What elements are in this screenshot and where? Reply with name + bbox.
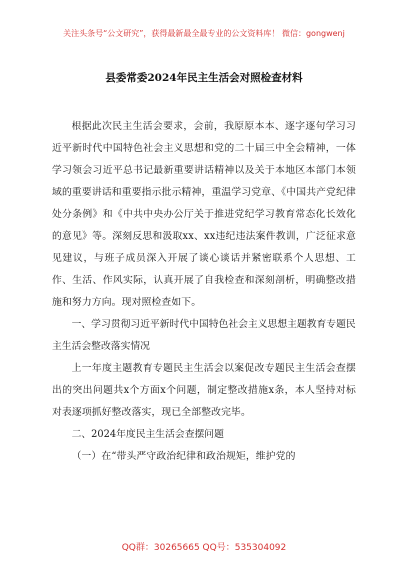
section-heading-2: 二、2024年度民主生活会查摆问题	[71, 429, 224, 440]
section-heading-1: 一、学习贯彻习近平新时代中国特色社会主义思想主题教育专题民主生活会整改落实情况	[52, 319, 356, 352]
document-title: 县委常委2024年民主生活会对照检查材料	[105, 72, 303, 84]
subsection-1-start: （一）在“带头严守政治纪律和政治规矩，维护党的	[71, 451, 296, 462]
document-body	[52, 116, 356, 468]
section-1-paragraph: 上一年度主题教育专题民主生活会以案促改专题民主生活会查摆出的突出问题共x个方面x个问题，制定整改措施x条，本人坚持对标对表逐项抓好整改落实，现已全部整改完毕。	[52, 363, 356, 418]
footer-contact-note: QQ群：30265665 QQ号：535304092	[121, 543, 287, 553]
intro-paragraph: 根据此次民主生活会要求，会前，我原原本本、逐字逐句学习习近平新时代中国特色社会主义思想和党的二十届三中全会精神，一体学习领会习近平总书记最新重要讲话精神以及关于本地区本部门本领域的重要讲话和重要指示批示精神，重温学习党章、《中国共产党纪律处分条例》和《中共中央办公厅关于推进党纪学习教育常态化长效化的意见》等。深刻反思和汲取xx、xx违纪违法案件教训，广泛征求意见建议，与班子成员深入开展了谈心谈话并紧密联系个人思想、工作、生活、作风实际，认真开展了自我检查和深刻剖析，明确整改措施和努力方向。现对照检查如下。	[52, 121, 356, 308]
header-promo-note: 关注头条号“公文研究”，获得最新最全最专业的公文资料库！ 微信：gongwenj	[63, 29, 345, 38]
